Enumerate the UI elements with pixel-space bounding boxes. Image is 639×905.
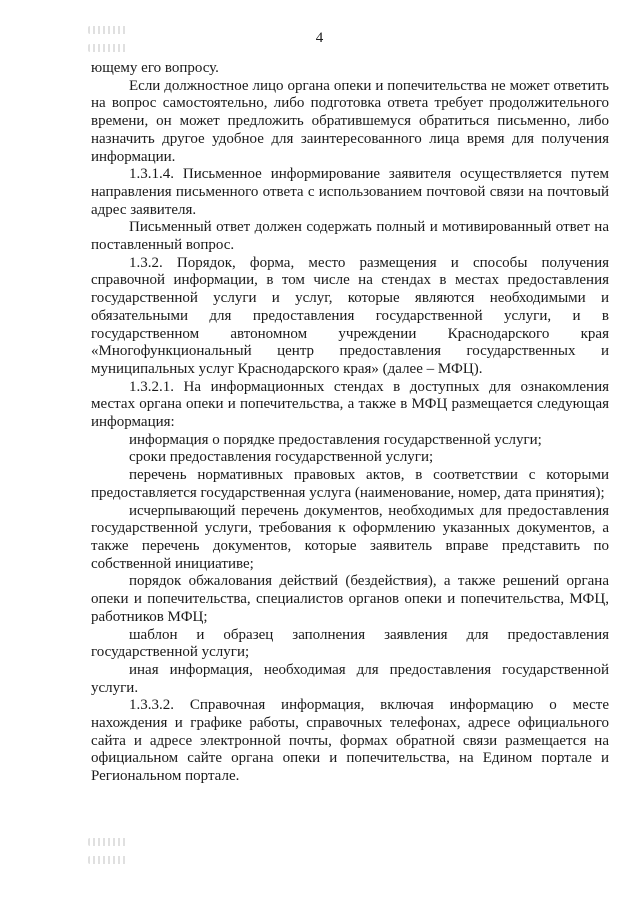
list-item: шаблон и образец заполнения заявления для предоставления государственной услуги; (91, 626, 609, 661)
paragraph: ющему его вопросу. (91, 60, 219, 76)
paragraph: 1.3.2.1. На информационных стендах в доступных для ознакомления местах органа опеки и попечительства, а также в МФЦ размещается следующая информация: (91, 378, 609, 431)
scan-artifact (88, 856, 128, 864)
page-number: 4 (315, 30, 324, 46)
list-item: сроки предоставления государственной услуги; (129, 449, 434, 466)
paragraph: 1.3.3.2. Справочная информация, включая информацию о месте нахождения и графике работы, справочных телефонах, адресе официального сайта и адресе электронной почты, формах обратной связи размещается на официальном сайте органа опеки и попечительства, на Едином портале и Региональном портале. (91, 697, 609, 785)
list-item: перечень нормативных правовых актов, в соответствии с которыми предоставляется государственная услуга (наименование, номер, дата принятия); (91, 467, 609, 501)
paragraph: 1.3.2. Порядок, форма, место размещения и способы получения справочной информации, в том числе на стендах в местах предоставления государственной услуги и услуг, которые являются необходимыми и обязательными для предоставления государственной услуги, и в государственном автономном учреждении Краснодарского края «Многофункциональный центр предоставления государственных и муниципальных услуг Краснодарского края» (далее – МФЦ). (91, 254, 609, 377)
document-body (91, 60, 609, 786)
paragraph: 1.3.1.4. Письменное информирование заявителя осуществляется путем направления письменного ответа с использованием почтовой связи на почтовый адрес заявителя. (91, 166, 609, 218)
list-item: исчерпывающий перечень документов, необходимых для предоставления государственной услуги, требования к оформлению указанных документов, а также перечень документов, которые заявитель вправе представить по собственной инициативе; (91, 502, 609, 572)
list-item: порядок обжалования действий (бездействия), а также решений органа опеки и попечительства, специалистов органов опеки и попечительства, МФЦ, работников МФЦ; (91, 573, 609, 625)
list-item: информация о порядке предоставления государственной услуги; (129, 431, 542, 448)
paragraph: Если должностное лицо органа опеки и попечительства не может ответить на вопрос самостоятельно, либо подготовка ответа требует продолжительного времени, он может предложить обратившемуся обратиться письменно, либо назначить другое удобное для заинтересованного лица время для получения информации. (91, 77, 609, 165)
scan-artifact (88, 838, 128, 846)
list-item: иная информация, необходимая для предоставления государственной услуги. (91, 661, 609, 696)
paragraph: Письменный ответ должен содержать полный и мотивированный ответ на поставленный вопрос. (91, 219, 609, 254)
